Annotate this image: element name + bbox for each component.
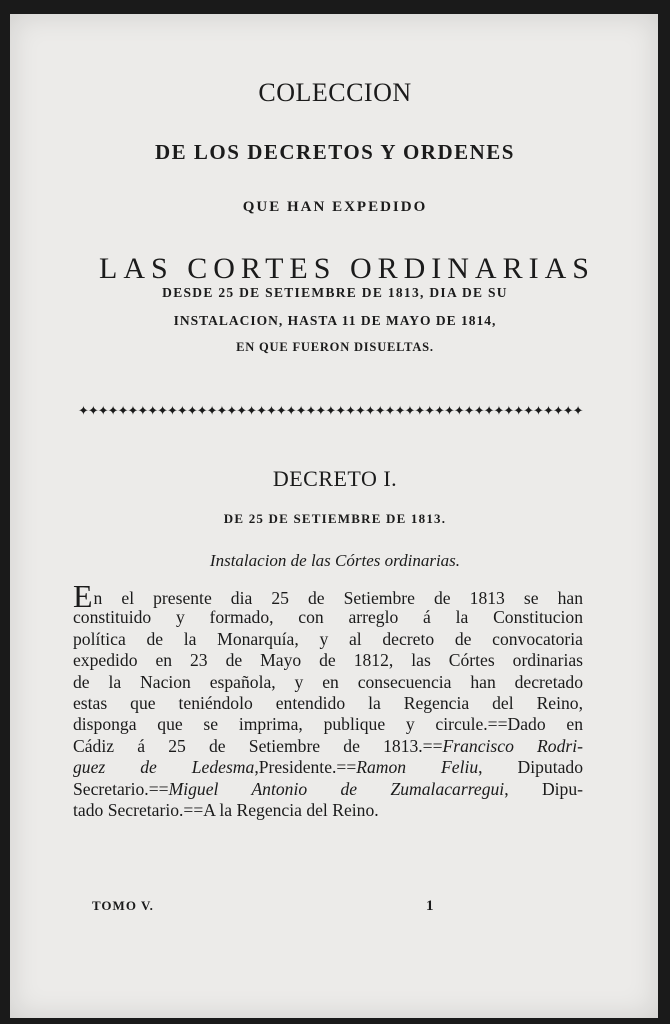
decree-subject: Instalacion de las Córtes ordinarias. — [209, 551, 461, 570]
ornament-glyphs: ✦✦✦✦✦✦✦✦✦✦✦✦✦✦✦✦✦✦✦✦✦✦✦✦✦✦✦✦✦✦✦✦✦✦✦✦✦✦✦✦✦✦✦✦✦✦✦✦✦✦✦ — [78, 404, 583, 419]
body-line: estas que teniéndolo entendido la Regencia del Reino, — [73, 692, 583, 713]
signatory-name: Francisco Rodri- — [442, 735, 583, 756]
body-line-text: , Dipu- — [504, 778, 583, 799]
ornamental-rule — [78, 401, 585, 423]
body-line-text: ,Presidente.== — [254, 757, 357, 778]
signatory-name: Miguel Antonio de Zumalacarregui — [168, 778, 505, 799]
body-line: expedido en 23 de Mayo de 1812, las Córtes ordinarias — [73, 650, 583, 671]
body-line-text: n el presente dia 25 de Setiembre de 1813 se han — [93, 588, 583, 608]
body-line — [73, 578, 583, 614]
body-line — [73, 779, 583, 800]
decree-heading: DECRETO I. — [272, 466, 398, 491]
signature-mark: 1 — [426, 898, 434, 914]
cortes-ordinarias-heading: LAS CORTES ORDINARIAS — [99, 252, 595, 285]
signatory-name: guez de Ledesma — [73, 757, 255, 778]
body-line-text: , Diputado — [478, 757, 583, 778]
signatory-name: Ramon Feliu — [356, 757, 479, 778]
que-han-expedido: QUE HAN EXPEDIDO — [242, 199, 428, 215]
date-range-line-1: DESDE 25 DE SETIEMBRE DE 1813, DIA DE SU — [162, 285, 508, 300]
body-line-text: Cádiz á 25 de Setiembre de 1813.== — [73, 735, 443, 756]
date-range-line-2: INSTALACION, HASTA 11 DE MAYO DE 1814, — [173, 313, 497, 328]
body-line: disponga que se imprima, publique y circule.==Dado en — [73, 714, 583, 735]
collection-title: COLECCION — [258, 78, 412, 107]
dissolution-line: EN QUE FUERON DISUELTAS. — [236, 340, 434, 354]
body-line — [73, 736, 583, 757]
body-line: constituido y formado, con arreglo á la Constitucion — [73, 607, 583, 628]
body-line: de la Nacion española, y en consecuencia han decretado — [73, 671, 583, 692]
decree-date: DE 25 DE SETIEMBRE DE 1813. — [223, 511, 447, 526]
collection-subtitle: DE LOS DECRETOS Y ORDENES — [155, 140, 515, 164]
body-line-text: Secretario.== — [73, 778, 169, 799]
body-line — [73, 757, 583, 778]
decree-body — [73, 578, 583, 821]
drop-cap: E — [73, 578, 93, 614]
volume-label: TOMO V. — [92, 898, 154, 913]
body-line: tado Secretario.==A la Regencia del Reino. — [73, 799, 379, 820]
body-line: política de la Monarquía, y al decreto de convocatoria — [73, 628, 583, 649]
